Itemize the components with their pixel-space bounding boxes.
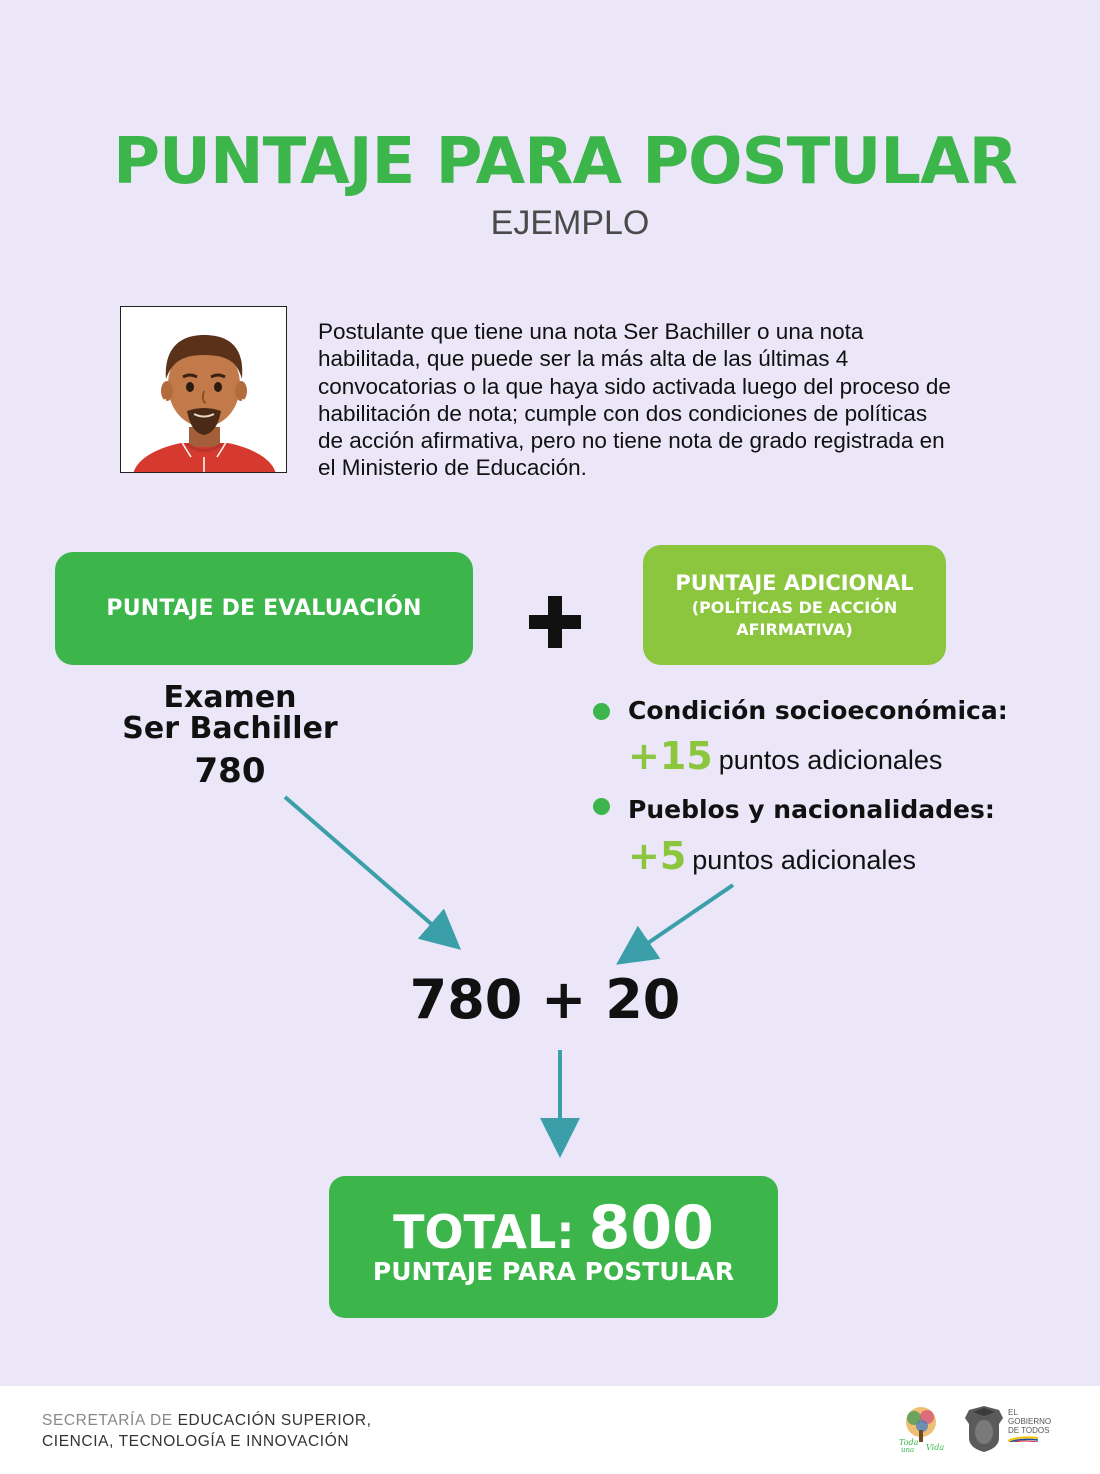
org-line2: CIENCIA, TECNOLOGÍA E INNOVACIÓN <box>42 1433 350 1450</box>
condition-points-text: puntos adicionales <box>692 845 916 875</box>
total-caption: PUNTAJE PARA POSTULAR <box>372 1257 735 1286</box>
org-line1-light: SECRETARÍA DE <box>42 1412 173 1429</box>
toda-una-vida-logo <box>896 1404 946 1454</box>
page-title: PUNTAJE PARA POSTULAR <box>113 125 1017 199</box>
footer <box>0 1386 1100 1474</box>
condition-points-value: +5 <box>628 834 687 878</box>
ecuador-shield-logo <box>963 1404 1005 1454</box>
condition-points-text: puntos adicionales <box>718 745 943 775</box>
gobierno-logo <box>1008 1408 1056 1444</box>
flag-stripe-icon <box>1008 1436 1038 1442</box>
gob-line3: DE TODOS <box>1008 1426 1050 1435</box>
arrow-icon <box>285 797 452 942</box>
exam-label-line2: Ser Bachiller <box>122 711 338 746</box>
page-subtitle: EJEMPLO <box>490 204 650 242</box>
footer-organization <box>42 1410 372 1452</box>
arrow-icon <box>626 885 733 958</box>
condition-points-value: +15 <box>628 734 713 778</box>
additional-box-sublabel-1: (POLÍTICAS DE ACCIÓN <box>691 598 898 617</box>
org-line1-bold: EDUCACIÓN SUPERIOR, <box>177 1412 372 1429</box>
additional-box-label: PUNTAJE ADICIONAL <box>675 571 914 595</box>
logo-toda-text-1: Toda <box>899 1438 919 1447</box>
additional-box-sublabel-2: AFIRMATIVA) <box>736 620 853 639</box>
exam-label-line1: Examen <box>163 680 297 715</box>
logo-toda-text-2: una <box>901 1446 915 1454</box>
gob-line2: GOBIERNO <box>1008 1417 1052 1426</box>
condition-label: Pueblos y nacionalidades: <box>628 795 995 824</box>
evaluation-box-label: PUNTAJE DE EVALUACIÓN <box>106 596 422 621</box>
intro-text: Postulante que tiene una nota Ser Bachiller o una nota habilitada, que puede ser la más alta de las últimas 4 convocatorias o la que haya sido activada luego del proceso de habilitación de nota; cumple con dos condiciones de políticas de acción afirmativa, pero no tiene nota de grado registrada en el Ministerio de Educación. <box>318 319 951 481</box>
total-label: TOTAL: <box>393 1205 575 1259</box>
exam-score: 780 <box>194 751 266 791</box>
gob-line1: EL <box>1008 1408 1018 1417</box>
total-score-box <box>329 1176 778 1318</box>
logo-toda-text-3: Vida <box>926 1443 945 1452</box>
score-sum: 780 + 20 <box>409 968 681 1031</box>
total-value: 800 <box>588 1193 714 1263</box>
condition-label: Condición socioeconómica: <box>628 696 1008 725</box>
